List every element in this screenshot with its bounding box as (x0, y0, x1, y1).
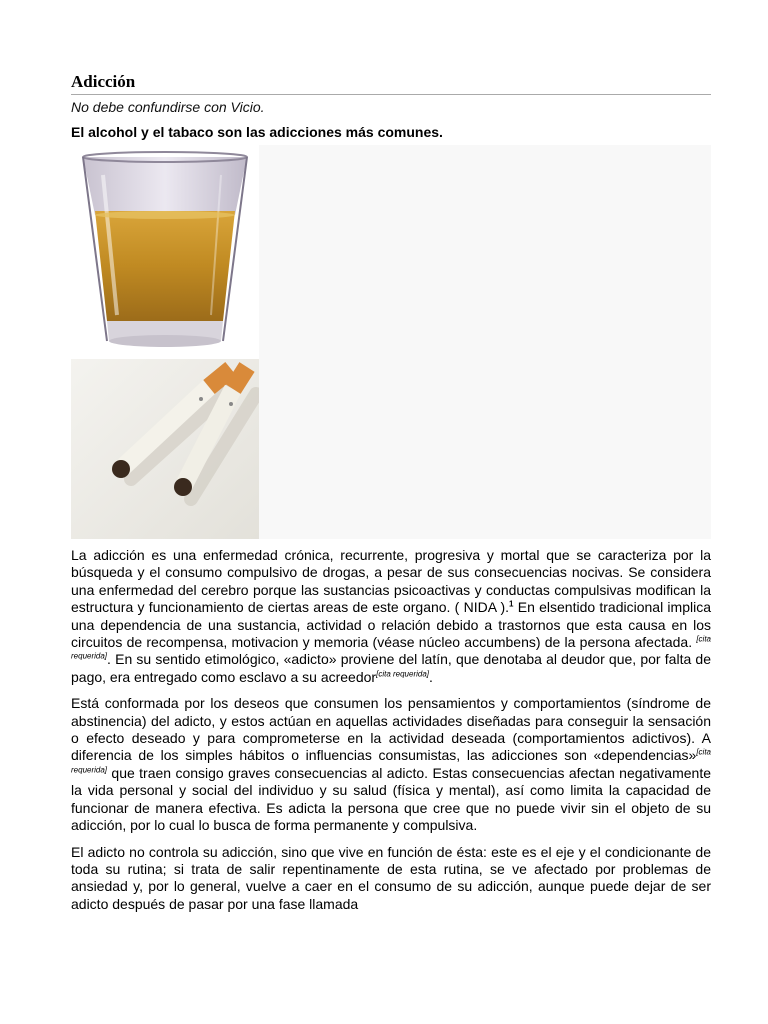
cigarettes-image (71, 359, 259, 539)
article (71, 72, 711, 922)
paragraph-text: La adicción es una enfermedad crónica, recurrente, progresiva y mortal que se caracteriza por la búsqueda y el consumo compulsivo de drogas, a pesar de sus consecuencias nocivas. Se considera una enfermedad del cerebro porque las sustancias psicoactivas y conductas compulsivas modifican la estructura y funcionamiento de ciertas areas de este organo. ( NIDA ). (71, 547, 711, 616)
citation-needed-link[interactable]: [cita requerida] (71, 634, 711, 661)
citation-needed-link[interactable]: [cita requerida] (71, 747, 711, 775)
paragraph (71, 547, 711, 686)
hatnote[interactable]: No debe confundirse con Vicio. (71, 99, 265, 115)
paragraph-text: que traen consigo graves consecuencias al adicto. Estas consecuencias afectan negativamente la vida personal y social del individuo y su salud (física y mental), así como limita la capacidad de funcionar de manera efectiva. Es adicta la persona que cree que no puede vivir sin el objeto de su adicción, por lo cual lo busca de forma permanente y compulsiva. (71, 764, 711, 834)
paragraph-text: . En su sentido etimológico, «adicto» proviene del latín, que denotaba al deudor que, por falta de pago, era entregado como esclavo a su acreedor (71, 651, 711, 685)
paragraph-text: El adicto no controla su adicción, sino que vive en función de ésta: este es el eje y el condicionante de toda su rutina; si trata de salir repentinamente de esta rutina, se ve afectado por problemas de ansiedad y, por lo general, vuelve a caer en el consumo de su adicción, aunque puede dejar de ser adicto después de pasar por una fase llamada (71, 843, 711, 912)
page-title: Adicción (71, 72, 711, 95)
reference-link[interactable]: 1 (509, 599, 514, 609)
whiskey-glass-image (71, 145, 259, 359)
paragraph-text: . (429, 668, 433, 685)
paragraph (71, 844, 711, 914)
image-caption: El alcohol y el tabaco son las adicciones más comunes. (71, 124, 443, 140)
citation-needed-link[interactable]: [cita requerida] (376, 669, 430, 679)
paragraph-text: En elsentido tradicional implica una dependencia de una sustancia, actividad o relación debido a trastornos que esta causa en los circuitos de recompensa, motivacion y memoria (véase núcleo accumbens) de la persona afectada. (71, 599, 711, 651)
article-body (71, 547, 711, 913)
figure (71, 145, 711, 539)
paragraph (71, 695, 711, 834)
paragraph-text: Está conformada por los deseos que consumen los pensamientos y comportamientos (síndrome de abstinencia) del adicto, y estos actúan en aquellas actividades diseñadas para conseguir la sensación o efecto deseado y para comprometerse en la actividad deseada (comportamientos adictivos). A diferencia de los simples hábitos o influencias consumistas, las adicciones son «dependencias» (71, 695, 711, 764)
